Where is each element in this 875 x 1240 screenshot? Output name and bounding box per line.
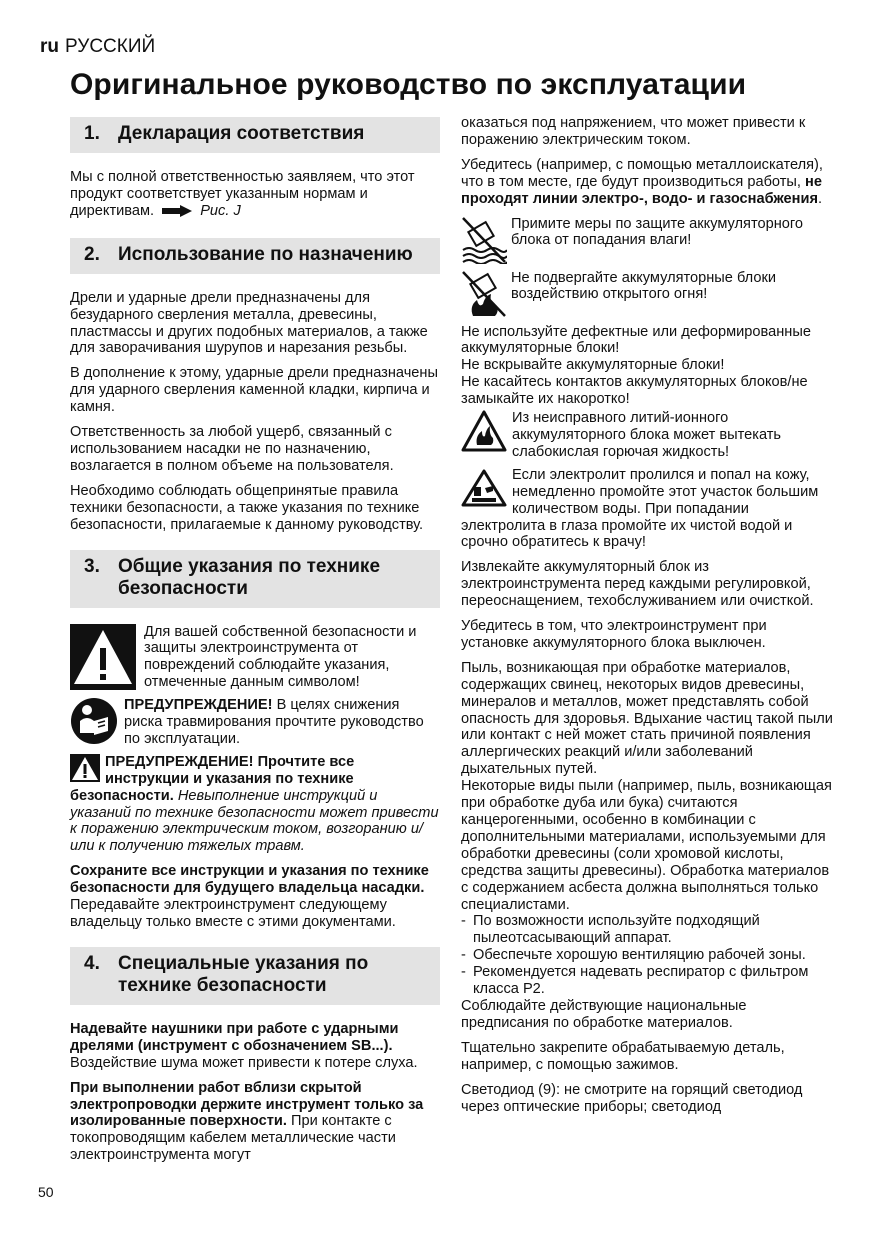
section-heading-1: 1. Декларация соответствия [70, 117, 440, 153]
list-item: - По возможности используйте подходящий пылеотсасывающий аппарат. [461, 913, 760, 947]
paragraph: Убедитесь в том, что электроинструмент при установке аккумуляторного блока выключен. [461, 618, 767, 651]
detector-note: Убедитесь (например, с помощью металлоискателя), что в том месте, где будут производиться работы, не проходят линии электро-, водо- и газоснабжения. [461, 156, 823, 207]
no-fire-battery-icon [461, 270, 507, 318]
page-title: Оригинальное руководство по эксплуатации [70, 68, 747, 101]
hearing-protection: Надевайте наушники при работе с ударными дрелями (инструмент с обозначением SB...). Воздействие шума может привести к потере слуха. [70, 1020, 418, 1071]
declaration-text: Мы с полной ответственностью заявляем, что этот продукт соответствует указанным нормам и директивам. Рис. J [70, 169, 415, 219]
section-heading-2: 2. Использование по назначению [70, 238, 440, 274]
language-name: РУССКИЙ [65, 36, 156, 57]
warning-small-icon [70, 754, 100, 782]
page-number: 50 [38, 1184, 54, 1200]
hidden-wiring-warning: При выполнении работ вблизи скрытой электропроводки держите инструмент только за изолированные поверхности. При контакте с токопроводящим кабелем металлические части электроинструмента могут [70, 1079, 424, 1164]
paragraph: Светодиод (9): не смотрите на горящий светодиод через оптические приборы; светодиод [461, 1081, 803, 1115]
arrow-right-icon [162, 205, 192, 217]
read-manual-warning: ПРЕДУПРЕЖДЕНИЕ! В целях снижения риска травмирования прочтите руководство по эксплуатации. [70, 697, 440, 748]
figure-reference: Рис. J [200, 202, 241, 219]
page-header [40, 36, 155, 58]
list-item: - Рекомендуется надевать респиратор с фильтром класса P2. [461, 964, 809, 998]
battery-water-note: Примите меры по защите аккумуляторного блока от попадания влаги! [461, 216, 833, 264]
battery-rule: Не вскрывайте аккумуляторные блоки! [461, 357, 725, 374]
paragraph: оказаться под напряжением, что может привести к поражению электрическим током. [461, 115, 806, 148]
no-water-battery-icon [461, 216, 507, 264]
warning-read-instructions: ПРЕДУПРЕЖДЕНИЕ! Прочтите все инструкции и указания по технике безопасности. Невыполнение инструкций и указаний по технике безопасности может привести к поражению электрическим током, возгоранию и/или к получению тяжелых травм. [70, 753, 439, 855]
safety-symbol-note: Для вашей собственной безопасности и защиты электроинструмента от повреждений соблюдайте указания, отмеченные данным символом! [70, 624, 440, 692]
paragraph: Извлекайте аккумуляторный блок из электроинструмента перед каждыми регулировкой, переоснащением, техобслуживанием или очисткой. [461, 559, 814, 610]
paragraph: Некоторые виды пыли (например, пыль, возникающая при обработке дуба или бука) считаются канцерогенными, особенно в комбинации с дополнительными материалами, используемыми для обработки древесины (соли хромовой кислоты, средства защиты древесины). Обработка материалов с содержанием асбеста должна выполняться только специалистами. [461, 778, 832, 913]
paragraph: В дополнение к этому, ударные дрели предназначены для ударного сверления каменной кладки, кирпича и камня. [70, 365, 438, 416]
section-heading-4: 4. Специальные указания по технике безопасности [70, 947, 440, 1005]
left-column [70, 117, 440, 1172]
battery-rule: Не используйте дефектные или деформированные аккумуляторные блоки! [461, 323, 811, 357]
paragraph: Пыль, возникающая при обработке материалов, содержащих свинец, некоторых видов древесины, минералов и металлов, может представлять собой опасность для здоровья. Вдыхание частиц такой пыли или контакт с ней может стать причиной появления аллергических реакций и/или заболеваний дыхательных путей. [461, 659, 833, 778]
paragraph: Необходимо соблюдать общепринятые правила техники безопасности, а также указания по технике безопасности, прилагаемые к данному руководству. [70, 482, 424, 533]
electrolyte-warning: Если электролит пролился и попал на кожу, немедленно промойте этот участок большим количеством воды. При попадании электролита в глаза промойте их чистой водой и срочно обратитесь к врачу! [461, 466, 819, 551]
list-item: - Обеспечьте хорошую вентиляцию рабочей зоны. [461, 947, 806, 964]
keep-instructions: Сохраните все инструкции и указания по технике безопасности для будущего владельца насадки. [70, 863, 429, 897]
battery-fire-note: Не подвергайте аккумуляторные блоки воздействию открытого огня! [461, 270, 833, 318]
paragraph: Ответственность за любой ущерб, связанный с использованием насадки не по назначению, возлагается в полном объеме на пользователя. [70, 424, 394, 474]
language-code: ru [40, 36, 59, 57]
right-column [461, 115, 833, 1123]
paragraph: Соблюдайте действующие национальные предписания по обработке материалов. [461, 997, 747, 1031]
warning-triangle-icon [70, 624, 136, 690]
liquid-warning: Из неисправного литий-ионного аккумуляторного блока может вытекать слабокислая горючая жидкость! [461, 410, 833, 461]
flammable-icon [461, 410, 507, 452]
paragraph: Дрели и ударные дрели предназначены для безударного сверления металла, древесины, пластмассы и других подобных материалов, а также для заворачивания шурупов и нарезания резьбы. [70, 289, 428, 357]
paragraph: Тщательно закрепите обрабатываемую деталь, например, с помощью зажимов. [461, 1039, 785, 1073]
pass-on-instructions: Передавайте электроинструмент следующему владельцу только вместе с этими документами. [70, 897, 396, 930]
corrosive-icon [461, 469, 507, 507]
section-heading-3: 3. Общие указания по технике безопасности [70, 550, 440, 608]
read-manual-icon [70, 697, 118, 745]
battery-rule: Не касайтесь контактов аккумуляторных блоков/не замыкайте их накоротко! [461, 374, 808, 408]
